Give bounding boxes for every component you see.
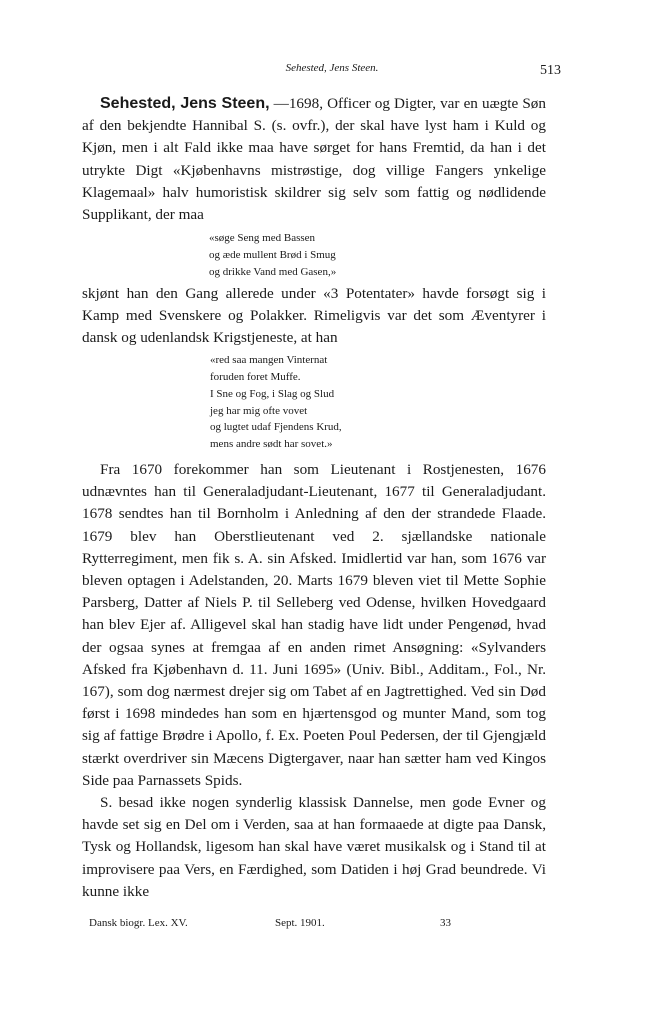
verse-line: I Sne og Fog, i Slag og Slud [210, 387, 335, 400]
page-number: 513 [540, 63, 561, 78]
verse-line: «søge Seng med Bassen [209, 232, 316, 245]
footer-publication: Dansk biogr. Lex. XV. [89, 917, 188, 929]
verse-quote-2 [210, 352, 546, 453]
footer-signature-number: 33 [440, 917, 451, 929]
entry-paragraph-1 [82, 93, 546, 226]
entry-paragraph-2: skjønt han den Gang allerede under «3 Potentater» havde forsøgt sig i Kamp med Svenskere og Polakker. Rimeligvis var det som Æventyrer i dansk og udenlandsk Krigstjeneste, at han [82, 284, 546, 347]
verse-line: og drikke Vand med Gasen,» [209, 265, 337, 278]
entry-paragraph-1-text: —1698, Officer og Digter, var en uægte Søn af den bekjendte Hannibal S. (s. ovfr.), der skal have lyst ham i Kuld og Kjøn, men i alt Fald ikke maa have sørget for hans Fremtid, da han i det utrykte Digt «Kjøbenhavns mistrøstige, dog villige Fangers ynkelige Klagemaal» halv humoristisk skildrer sig selv som fattig og nødlidende Supplikant, der maa [82, 95, 546, 224]
running-head: Sehested, Jens Steen. [285, 62, 379, 74]
verse-line: foruden foret Muffe. [210, 371, 301, 384]
footer-date: Sept. 1901. [275, 917, 325, 929]
entry-paragraph-4: S. besad ikke nogen synderlig klassisk Dannelse, men gode Evner og havde set sig en Del om i Verden, saa at han formaaede at digte paa Dansk, Tysk og Hollandsk, ligesom han skal have været musikalsk og i Stand til at improvisere paa Vers, en Færdighed, som Datiden i høj Grad beundrede. Vi kunne ikke [82, 794, 546, 900]
verse-line: «red saa mangen Vinternat [210, 354, 328, 367]
entry-body [82, 93, 546, 903]
verse-line: og æde mullent Brød i Smug [209, 249, 336, 262]
page-footer [0, 917, 664, 933]
entry-headword: Sehested, Jens Steen, [100, 95, 270, 112]
verse-line: og lugtet udaf Fjendens Krud, [210, 421, 342, 434]
verse-line: jeg har mig ofte vovet [210, 404, 308, 417]
verse-quote-1 [209, 230, 546, 280]
verse-line: mens andre sødt har sovet.» [210, 438, 333, 451]
entry-paragraph-3: Fra 1670 forekommer han som Lieutenant i Rostjenesten, 1676 udnævntes han til Generaladjudant-Lieutenant, 1677 til Generaladjudant. 1678 sendtes han til Bornholm i Anledning af den der strandede Flaade. 1679 blev han Oberstlieutenant ved 2. sjællandske nationale Rytterregiment, men fik s. A. sin Afsked. Imidlertid var han, som 1676 var bleven optagen i Adelstanden, 20. Marts 1679 bleven viet til Mette Sophie Parsberg, Datter af Niels P. til Selleberg ved Odense, hvilken Hovedgaard han blev Ejer af. Alligevel skal han stadig have lidt under Pengenød, hvad der ogsaa synes at fremgaa af en anden rimet Ansøgning: «Sylvanders Afsked fra Kjøbenhavn d. 11. Juni 1695» (Univ. Bibl., Additam., Fol., Nr. 167), som dog nærmest drejer sig om Tabet af en Jagtrettighed. Ved sin Død først i 1698 mindedes han som en hjærtensgod og munter Mand, som tog sig af fattige Brødre i Apollo, f. Ex. Poeten Poul Pedersen, der til Gjengjæld stærkt overdriver sin Mæcens Digtergaver, naar han sætter ham ved Kingos Side paa Parnassets Spids. [82, 461, 546, 789]
